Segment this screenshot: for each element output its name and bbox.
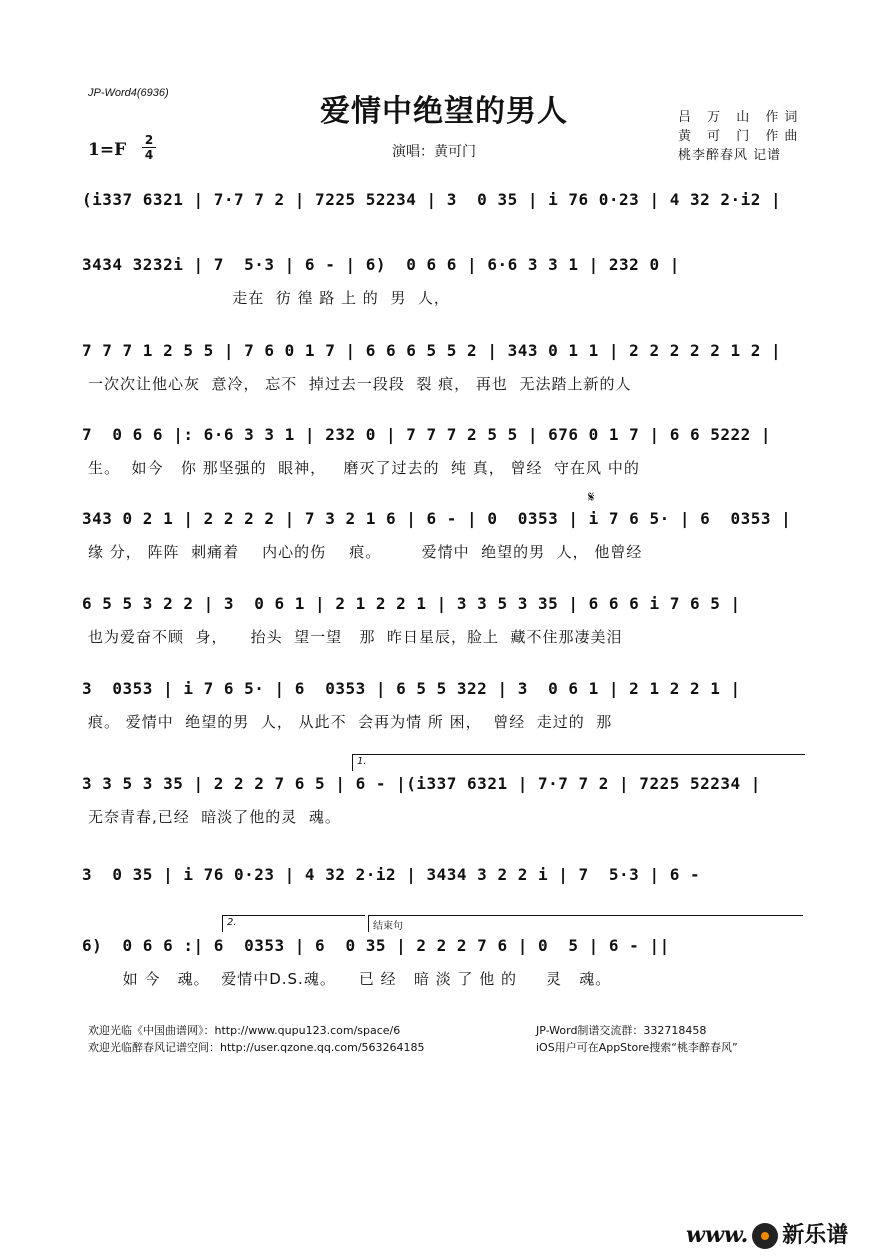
score-line-4-lyrics: 生。 如今 你 那坚强的 眼神， 磨灭了过去的 纯 真， 曾经 守在风 中的 — [88, 459, 640, 477]
score-line-3-notes: 7 7 7 1 2 5 5 | 7 6 0 1 7 | 6 6 6 5 5 2 | 343 0 1 1 | 2 2 2 2 2 1 2 | — [82, 341, 782, 360]
footer-right — [536, 1022, 738, 1056]
score-line-5-notes: 343 0 2 1 | 2 2 2 2 | 7 3 2 1 6 | 6 - | 0 0353 | i 7 6 5· | 6 0353 | — [82, 509, 792, 528]
footer-line-1-left: 欢迎光临《中国曲谱网》：http://www.qupu123.com/space/6 — [88, 1024, 401, 1037]
score-line-10-lyrics: 如 今 魂。 爱情中D.S.魂。 已 经 暗 淡 了 他 的 灵 魂。 — [88, 970, 612, 988]
ending-phrase-label: 结束句 — [373, 921, 403, 932]
segno-mark: 𝄋 — [588, 488, 595, 506]
meter-bottom: 4 — [144, 148, 154, 162]
ending-phrase — [368, 915, 803, 932]
footer — [88, 1022, 808, 1056]
score-line-9-notes: 3 0 35 | i 76 0·23 | 4 32 2·i2 | 3434 3 2 2 i | 7 5·3 | 6 - — [82, 865, 711, 884]
watermark-brand: 新乐谱 — [782, 1223, 849, 1248]
footer-line-1-right: JP-Word制谱交流群：332718458 — [536, 1024, 707, 1037]
watermark-prefix: www. — [686, 1222, 749, 1248]
composer-credit: 黄 可 门 作曲 — [678, 129, 804, 144]
footer-line-2-right: iOS用户可在AppStore搜索“桃李醉春风” — [536, 1041, 738, 1054]
score-line-4-notes: 7 0 6 6 |: 6·6 3 3 1 | 232 0 | 7 7 7 2 5 5 | 676 0 1 7 | 6 6 5222 | — [82, 425, 772, 444]
key-signature: 1=F — [88, 140, 127, 160]
volta-1 — [352, 754, 805, 771]
meter-top: 2 — [144, 133, 154, 147]
time-signature — [142, 134, 156, 161]
page-title: 爱情中绝望的男人 — [320, 94, 568, 129]
record-disc-icon — [752, 1223, 778, 1249]
software-version: JP-Word4(6936) — [88, 87, 169, 99]
score-line-7-notes: 3 0353 | i 7 6 5· | 6 0353 | 6 5 5 322 | 3 0 6 1 | 2 1 2 2 1 | — [82, 679, 741, 698]
score-line-6-notes: 6 5 5 3 2 2 | 3 0 6 1 | 2 1 2 2 1 | 3 3 5 3 35 | 6 6 6 i 7 6 5 | — [82, 594, 741, 613]
singer: 演唱：黄可门 — [392, 144, 476, 160]
volta-1-label: 1. — [357, 756, 367, 767]
watermark-logo — [686, 1218, 848, 1249]
score-line-1-notes: (i337 6321 | 7·7 7 2 | 7225 52234 | 3 0 35 | i 76 0·23 | 4 32 2·i2 | — [82, 190, 782, 209]
credits — [678, 108, 803, 165]
footer-line-2-left: 欢迎光临醉春风记谱空间：http://user.qzone.qq.com/563264185 — [88, 1041, 425, 1054]
volta-2 — [222, 915, 365, 932]
score-line-10-notes: 6) 0 6 6 :| 6 0353 | 6 0 35 | 2 2 2 7 6 | 0 5 | 6 - || — [82, 936, 670, 955]
score-line-2-notes: 3434 3232i | 7 5·3 | 6 - | 6) 0 6 6 | 6·6 3 3 1 | 232 0 | — [82, 255, 680, 274]
score-line-8-notes: 3 3 5 3 35 | 2 2 2 7 6 5 | 6 - |(i337 6321 | 7·7 7 2 | 7225 52234 | — [82, 774, 761, 793]
score-line-7-lyrics: 痕。 爱情中 绝望的男 人， 从此不 会再为情 所 困， 曾经 走过的 那 — [88, 713, 613, 731]
lyricist-credit: 吕 万 山 作词 — [678, 110, 804, 125]
score-line-2-lyrics: 走在 彷 徨 路 上 的 男 人， — [88, 289, 450, 307]
volta-2-label: 2. — [227, 917, 237, 928]
score-line-5-lyrics: 缘 分， 阵阵 刺痛着 内心的伤 痕。 爱情中 绝望的男 人， 他曾经 — [88, 543, 643, 561]
score-line-3-lyrics: 一次次让他心灰 意冷， 忘不 掉过去一段段 裂 痕， 再也 无法踏上新的人 — [88, 375, 632, 393]
score-line-6-lyrics: 也为爱奋不顾 身， 抬头 望一望 那 昨日星辰，脸上 藏不住那凄美泪 — [88, 628, 623, 646]
transcriber-credit: 桃李醉春风 记谱 — [678, 148, 782, 163]
score-line-8-lyrics: 无奈青春,已经 暗淡了他的灵 魂。 — [88, 808, 341, 826]
